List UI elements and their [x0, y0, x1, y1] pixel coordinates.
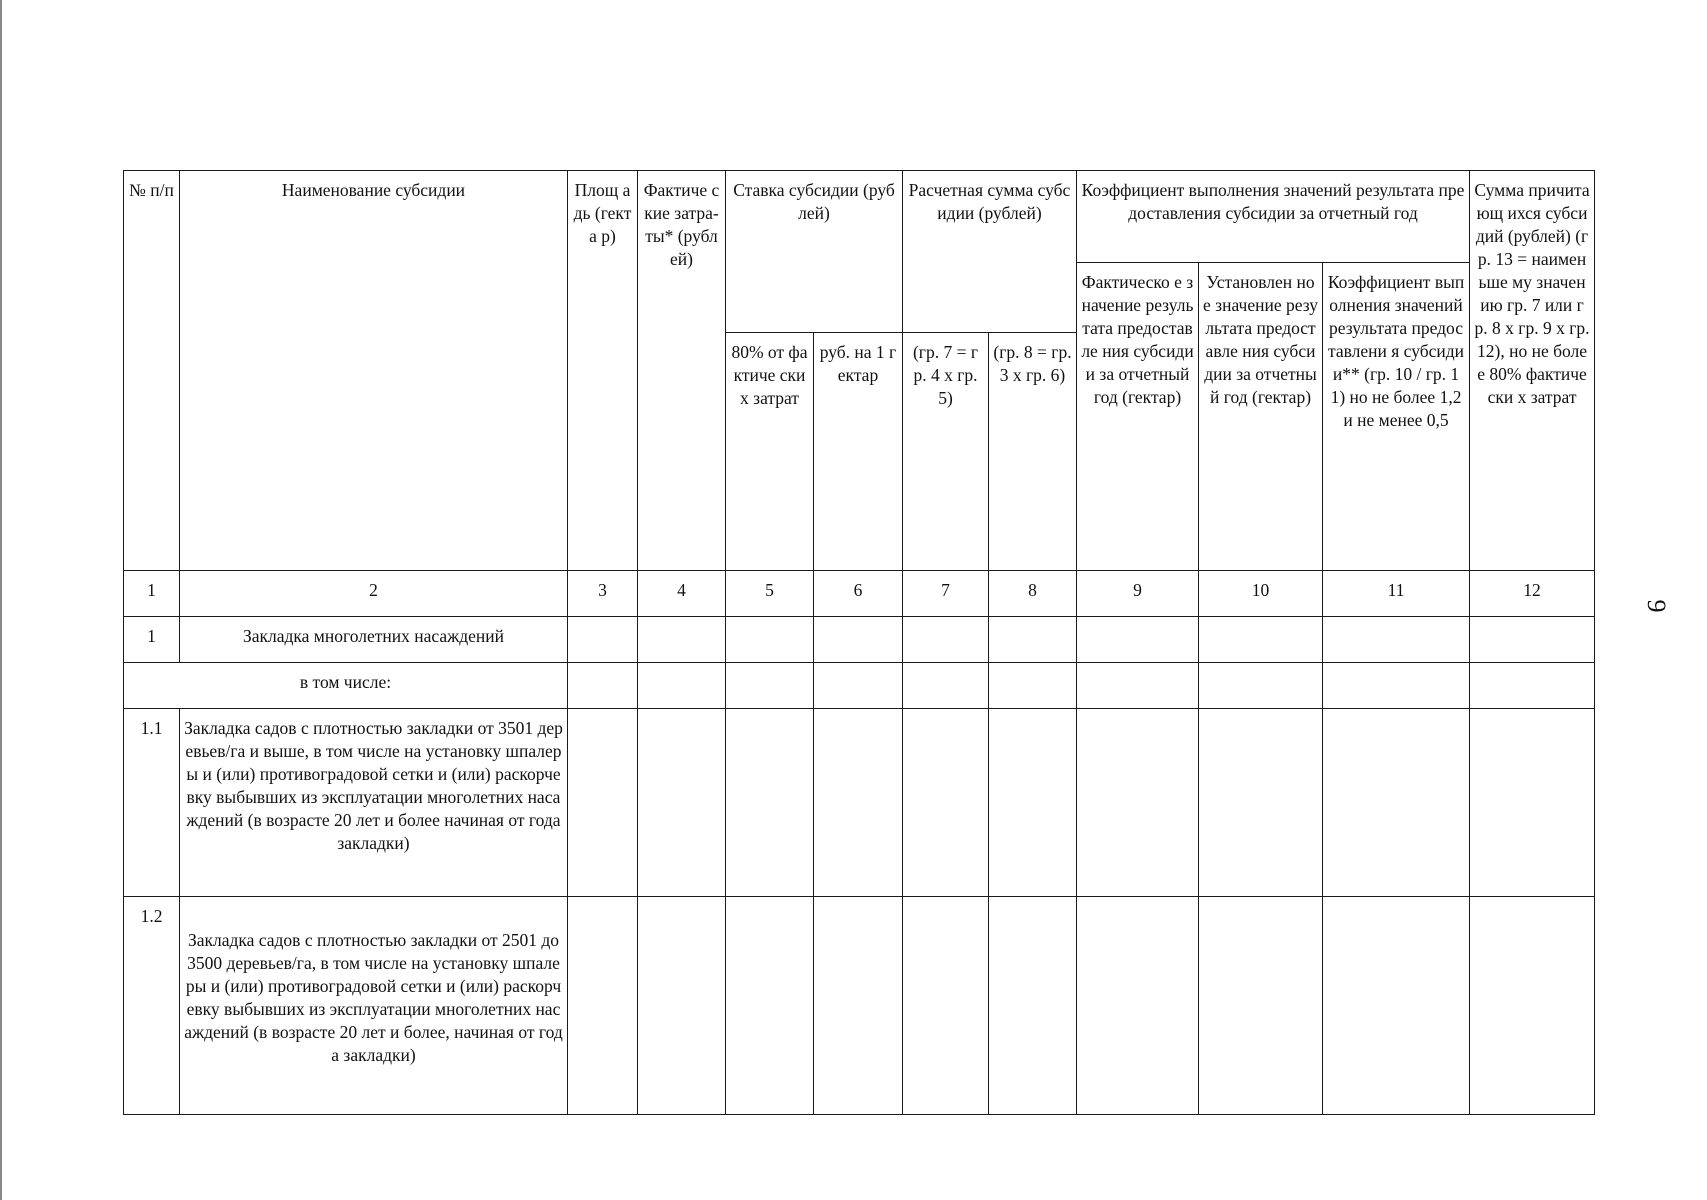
table-cell: [726, 663, 814, 709]
table-cell: [726, 897, 814, 1115]
table-row: [124, 663, 1595, 709]
column-number: 3: [568, 571, 638, 617]
row-subsidy-name: Закладка садов с плотностью закладки от 2501 до 3500 деревьев/га, в том числе на установку шпалеры и (или) противоградовой сетки и (или) раскорчевку выбывших из эксплуатации многолетних насаждений (в возрасте 20 лет и более, начиная от года закладки): [180, 897, 568, 1115]
header-due-sum: Сумма причитающ ихся субсидий (рублей) (гр. 13 = наименьше му значению гр. 7 или гр. 8 х гр. 9 х гр. 12), но не более 80% фактически х затрат: [1470, 171, 1595, 571]
table-cell: [989, 617, 1077, 663]
header-calc-col8: (гр. 8 = гр. 3 х гр. 6): [989, 333, 1077, 571]
header-subsidy-name: Наименование субсидии: [180, 171, 568, 571]
column-number: 6: [814, 571, 903, 617]
row-subsidy-name: Закладка многолетних насаждений: [180, 617, 568, 663]
header-row-number: № п/п: [124, 171, 180, 571]
table-cell: [638, 709, 726, 897]
table-cell: [1199, 663, 1323, 709]
column-number: 1: [124, 571, 180, 617]
table-cell: [1470, 663, 1595, 709]
page-left-edge: [0, 0, 2, 1200]
table-cell: [1077, 663, 1199, 709]
table-cell: [903, 663, 989, 709]
table-cell: [1199, 709, 1323, 897]
row-including-label: в том числе:: [124, 663, 568, 709]
table-cell: [1199, 897, 1323, 1115]
column-number: 10: [1199, 571, 1323, 617]
table-cell: [989, 709, 1077, 897]
table-cell: [1323, 897, 1470, 1115]
column-number: 11: [1323, 571, 1470, 617]
row-subsidy-name: Закладка садов с плотностью закладки от 3501 деревьев/га и выше, в том числе на установку шпалеры и (или) противоградовой сетки и (или) раскорчевку выбывших из эксплуатации многолетних насаждений (в возрасте 20 лет и более начиная от года закладки): [180, 709, 568, 897]
column-number: 2: [180, 571, 568, 617]
table-cell: [814, 617, 903, 663]
table-cell: [814, 709, 903, 897]
table-cell: [903, 897, 989, 1115]
header-calculated-sum: Расчетная сумма субсидии (рублей): [903, 171, 1077, 333]
table-cell: [1323, 709, 1470, 897]
column-number: 8: [989, 571, 1077, 617]
column-number: 7: [903, 571, 989, 617]
row-number: 1: [124, 617, 180, 663]
table-cell: [989, 663, 1077, 709]
table-cell: [1077, 617, 1199, 663]
table-cell: [1470, 709, 1595, 897]
table-cell: [1323, 617, 1470, 663]
header-rate-per-hectare: руб. на 1 гектар: [814, 333, 903, 571]
header-area: Площ адь (гекта р): [568, 171, 638, 571]
table-cell: [1199, 617, 1323, 663]
table-cell: [568, 709, 638, 897]
header-subsidy-rate: Ставка субсидии (рублей): [726, 171, 903, 333]
row-number: 1.2: [124, 897, 180, 1115]
row-number: 1.1: [124, 709, 180, 897]
table-cell: [903, 617, 989, 663]
table-cell: [814, 663, 903, 709]
header-calc-col7: (гр. 7 = гр. 4 х гр. 5): [903, 333, 989, 571]
column-number: 5: [726, 571, 814, 617]
table-cell: [568, 897, 638, 1115]
table-cell: [638, 663, 726, 709]
table-cell: [989, 897, 1077, 1115]
table-cell: [903, 709, 989, 897]
table-cell: [814, 897, 903, 1115]
table-cell: [638, 897, 726, 1115]
table-cell: [1470, 897, 1595, 1115]
header-set-value: Установлен ное значение результата предоставле ния субсидии за отчетный год (гектар): [1199, 263, 1323, 571]
table-row: [124, 709, 1595, 897]
table-cell: [1470, 617, 1595, 663]
page-number: 9: [1642, 599, 1671, 613]
header-rate-percent: 80% от фактиче ских затрат: [726, 333, 814, 571]
table-row: [124, 617, 1595, 663]
header-fulfillment-coefficient: Коэффициент выполнения значений результата предоставления субсидии за отчетный год: [1077, 171, 1470, 263]
header-coefficient-ratio: Коэффициент выполнения значений результата предоставлени я субсидии** (гр. 10 / гр. 11) но не более 1,2 и не менее 0,5: [1323, 263, 1470, 571]
header-actual-costs: Фактиче ские затра- ты* (рублей): [638, 171, 726, 571]
table-cell: [726, 709, 814, 897]
header-actual-value: Фактическо е значение результата предоставле ния субсидии за отчетный год (гектар): [1077, 263, 1199, 571]
column-number-row: [124, 571, 1595, 617]
table-cell: [1323, 663, 1470, 709]
table-cell: [1077, 897, 1199, 1115]
column-number: 12: [1470, 571, 1595, 617]
table-cell: [1077, 709, 1199, 897]
table-cell: [568, 617, 638, 663]
table-cell: [638, 617, 726, 663]
subsidy-calculation-table: [123, 170, 1595, 1115]
table-cell: [568, 663, 638, 709]
table-row: [124, 897, 1595, 1115]
table-cell: [726, 617, 814, 663]
column-number: 4: [638, 571, 726, 617]
column-number: 9: [1077, 571, 1199, 617]
